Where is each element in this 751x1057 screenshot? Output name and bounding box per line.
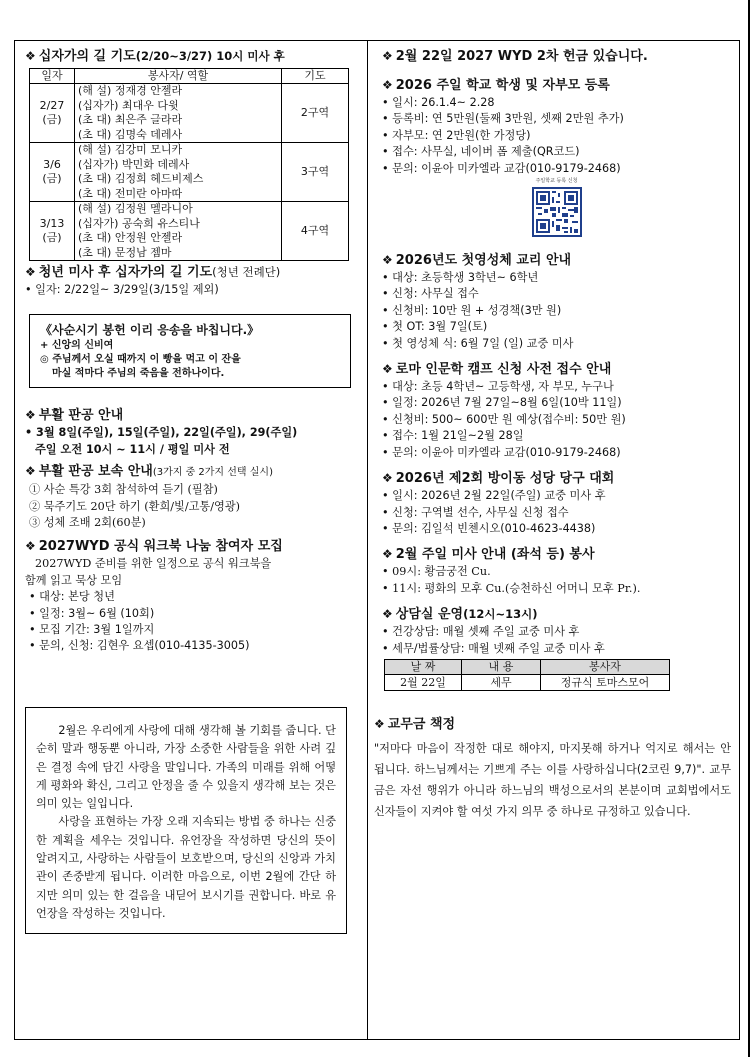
list-item: • 자부모: 연 2만원(한 가정당)	[382, 128, 531, 142]
list-item: • 첫 OT: 3월 7일(토)	[382, 320, 488, 334]
mass-service-section	[382, 545, 731, 597]
row-people-cell	[75, 84, 282, 143]
list-item: • 신청: 사무실 접수	[382, 287, 479, 301]
right-edge-line	[748, 0, 750, 1057]
list-item: • 신청: 구역별 선수, 사무실 신청 접수	[382, 505, 569, 519]
tithe-title-text: 교무금 책정	[387, 716, 456, 732]
essay-paragraph: 사랑을 표현하는 가장 오래 지속되는 방법 중 하나는 신중한 계획을 세우는 것입니다. 유언장을 작성하면 당신의 뜻이 알려지고, 사랑하는 사람들이 보호받으며, 당신의 신앙과 가치관이 존중받게 됩니다. 이러한 마음으로, 이번 2월에 간단 하지만 의미 있는 한 걸음을 내딛어 보시기를 권합니다. 바로 유언장을 작성하는 것입니다.	[36, 815, 336, 920]
billiards-title	[382, 469, 731, 488]
essay-paragraph: 2월은 우리에게 사랑에 대해 생각해 볼 기회를 줍니다. 단순히 말과 행동뿐 아니라, 가장 소중한 사람들을 위한 사려 깊은 결정 속에 담긴 사랑을 말입니다. 가족의 미래를 위해 어떻게 평화와 확신, 그리고 안정을 줄 수 있을지 생각해 보는 것은 의미 있는 일입니다.	[36, 724, 336, 811]
lent-schedule-table	[29, 68, 349, 261]
table-row	[30, 143, 349, 202]
person: (초 대) 김명숙 데레사	[78, 127, 183, 141]
lent-title-text: 십자가의 길 기도	[38, 49, 136, 64]
will-essay-box	[25, 707, 347, 934]
tithe-title	[374, 715, 731, 734]
acclamation-heading: 《사순시기 봉헌 이리 응송을 바칩니다.》	[40, 323, 260, 338]
list-item: • 대상: 초등 4학년~ 고등학생, 자 부모, 누구나	[382, 380, 614, 394]
diamond-cross-icon: ❖	[382, 362, 393, 377]
person: (해 설) 김정원 멜라니아	[78, 202, 193, 215]
list-item: ③ 성체 조배 2회(60분)	[29, 516, 146, 530]
lent-title	[25, 47, 359, 66]
youth-title	[25, 263, 359, 282]
list-item: • 문의: 이윤아 미카엘라 교감(010-9179-2468)	[382, 161, 621, 175]
consult-section	[382, 605, 731, 691]
list-item: • 접수: 1월 21일~2월 28일	[382, 429, 524, 443]
row-date: 2/27	[39, 98, 65, 112]
header-volunteer: 봉사자/ 역할	[75, 69, 282, 84]
mass-service-title	[382, 545, 731, 564]
person: (십자가) 최대우 다윗	[78, 98, 179, 112]
diamond-cross-icon: ❖	[374, 716, 385, 731]
person: (초 대) 안정원 안젤라	[78, 231, 183, 244]
row-people-cell	[75, 202, 282, 261]
mass-service-title-text: 2월 주일 미사 안내 (좌석 등) 봉사	[395, 547, 595, 563]
qr-label: 주일학교 등록 신청	[535, 178, 578, 185]
consult-table	[384, 659, 670, 691]
list-item: • 11시: 평화의 모후 Cu.(승천하신 어머니 모후 Pr.).	[382, 581, 641, 595]
table-row	[30, 202, 349, 261]
collection-title	[382, 47, 731, 66]
billiards-title-text: 2026년 제2회 방이동 성당 당구 대회	[395, 471, 615, 487]
acclamation-line: ◎ 주님께서 오실 때까지 이 빵을 먹고 이 잔을	[40, 354, 241, 366]
cell-date: 2월 22일	[385, 674, 462, 690]
list-item: • 접수: 사무실, 네이버 폼 제출(QR코드)	[382, 145, 580, 159]
row-day: (금)	[42, 231, 62, 244]
wyd-title-text: 2027WYD 공식 워크북 나눔 참여자 모집	[38, 539, 283, 555]
header-prayer: 기도	[282, 69, 349, 84]
list-item: • 첫 영성체 식: 6월 7일 (일) 교중 미사	[382, 336, 574, 350]
row-area: 3구역	[282, 143, 349, 202]
consult-title-sub: (12시~13시)	[463, 607, 538, 622]
rome-camp-title	[382, 360, 731, 379]
list-item: • 일정: 3월~ 6월 (10회)	[29, 606, 155, 620]
diamond-cross-icon: ❖	[382, 547, 393, 562]
person: (해 설) 김강미 모니카	[78, 143, 183, 156]
bulletin-page	[14, 40, 740, 1040]
person: (초 대) 전미란 아마따	[78, 186, 183, 200]
cell-content: 세무	[462, 674, 541, 690]
list-item: ② 묵주기도 20단 하기 (환희/빛/고통/영광)	[29, 499, 240, 513]
supplement-title-sub: (3가지 중 2가지 선택 실시)	[152, 467, 273, 479]
row-date-cell	[30, 202, 75, 261]
consult-title	[382, 605, 731, 624]
list-item: ① 사순 특강 3회 참석하여 듣기 (필참)	[29, 483, 218, 497]
first-communion-section	[382, 251, 731, 352]
easter-section	[25, 406, 359, 458]
wyd-intro: 2027WYD 준비를 위한 일정으로 공식 워크북을	[35, 557, 272, 571]
row-date-cell	[30, 143, 75, 202]
youth-title-text: 청년 미사 후 십자가의 길 기도	[38, 265, 213, 280]
header-content: 내 용	[462, 659, 541, 674]
supplement-title	[25, 462, 359, 482]
list-item: • 대상: 초등학생 3학년~ 6학년	[382, 271, 539, 285]
acclamation-box	[29, 314, 351, 388]
diamond-cross-icon: ❖	[382, 607, 393, 622]
first-communion-title	[382, 251, 731, 270]
diamond-cross-icon: ❖	[25, 265, 36, 279]
header-volunteer: 봉사자	[541, 659, 670, 674]
diamond-cross-icon: ❖	[25, 408, 36, 423]
row-people-cell	[75, 143, 282, 202]
diamond-cross-icon: ❖	[382, 49, 393, 63]
diamond-cross-icon: ❖	[25, 464, 36, 479]
row-date-cell	[30, 84, 75, 143]
supplement-title-text: 부활 판공 보속 안내	[38, 464, 153, 480]
row-day: (금)	[42, 113, 62, 126]
collection-title-text: 2월 22일 2027 WYD 2차 헌금 있습니다.	[395, 49, 648, 64]
list-item: • 일시: 26.1.4~ 2.28	[382, 96, 495, 109]
rome-camp-section	[382, 360, 731, 461]
easter-dates: • 3월 8일(주일), 15일(주일), 22일(주일), 29(주일)	[25, 426, 298, 440]
header-date: 날 짜	[385, 659, 462, 674]
youth-section	[25, 263, 359, 298]
sunday-school-section	[382, 76, 731, 237]
list-item: • 신청비: 500~ 600만 원 예상(접수비: 50만 원)	[382, 412, 626, 426]
person: (십자가) 공숙희 유스티나	[78, 216, 200, 230]
table-row	[385, 674, 670, 690]
lent-title-sub: (2/20~3/27) 10시 미사 후	[135, 49, 285, 63]
billiards-section	[382, 469, 731, 537]
list-item: • 문의: 김일석 빈첸시오(010-4623-4438)	[382, 521, 596, 535]
sunday-school-title-text: 2026 주일 학교 학생 및 자부모 등록	[395, 78, 610, 93]
row-area: 2구역	[282, 84, 349, 143]
list-item: • 건강상담: 매월 셋째 주일 교중 미사 후	[382, 625, 580, 639]
wyd-title	[25, 537, 359, 556]
tithe-text: "저마다 마음이 작정한 대로 해야지, 마지못해 하거나 억지로 해서는 안 됩니다. 하느님께서는 기쁘게 주는 이를 사랑하십니다(2코린 9,7)". 교무금은 자선 행위가 아니라 하느님의 백성으로서의 본분이며 교회법에서도 신자들이 지켜야 할 여섯 가지 의무 중 하나로 규정하고 있습니다.	[374, 741, 731, 818]
tithe-section	[374, 715, 731, 822]
diamond-cross-icon: ❖	[382, 253, 393, 268]
list-item: • 대상: 본당 청년	[29, 590, 115, 604]
row-area: 4구역	[282, 202, 349, 261]
easter-times: 주일 오전 10시 ~ 11시 / 평일 미사 전	[35, 442, 230, 456]
collection-section	[382, 47, 731, 66]
right-column	[368, 41, 739, 1039]
list-item: • 등록비: 연 5만원(둘째 3만원, 셋째 2만원 추가)	[382, 112, 624, 126]
row-date: 3/13	[39, 216, 65, 230]
list-item: • 세무/법률상담: 매월 넷째 주일 교중 미사 후	[382, 641, 605, 655]
person: (십자가) 박민화 데레사	[78, 157, 190, 171]
acclamation-line: 마실 적마다 주님의 죽음을 전하나이다.	[52, 368, 225, 380]
row-day: (금)	[42, 172, 62, 185]
wyd-section	[25, 537, 359, 654]
cell-volunteer: 정규식 토마스모어	[541, 674, 670, 690]
diamond-cross-icon: ❖	[25, 539, 36, 554]
list-item: • 문의, 신청: 김현우 요셉(010-4135-3005)	[29, 639, 250, 653]
lent-section	[25, 47, 359, 261]
qr-code-icon[interactable]	[532, 187, 582, 237]
left-column	[15, 41, 368, 1039]
person: (해 설) 정재경 안젤라	[78, 84, 183, 97]
person: (초 대) 문정남 젬마	[78, 245, 172, 259]
table-row	[30, 84, 349, 143]
header-date: 일자	[30, 69, 75, 84]
first-communion-title-text: 2026년도 첫영성체 교리 안내	[395, 253, 572, 269]
acclamation-line: + 신앙의 신비여	[40, 340, 114, 352]
sunday-school-title	[382, 76, 731, 95]
list-item: • 모집 기간: 3월 1일까지	[29, 623, 155, 637]
list-item: • 신청비: 10만 원 + 성경책(3만 원)	[382, 303, 562, 317]
person: (초 대) 김정희 헤드비제스	[78, 172, 204, 185]
easter-title	[25, 406, 359, 425]
youth-date: • 일자: 2/22일~ 3/29일(3/15일 제외)	[25, 283, 219, 296]
rome-camp-title-text: 로마 인문학 캠프 신청 사전 접수 안내	[395, 362, 612, 378]
list-item: • 일정: 2026년 7월 27일~8월 6일(10박 11일)	[382, 396, 622, 410]
list-item: • 일시: 2026년 2월 22일(주일) 교중 미사 후	[382, 489, 606, 503]
diamond-cross-icon: ❖	[25, 49, 36, 63]
person: (초 대) 최은주 글라라	[78, 113, 183, 126]
easter-title-text: 부활 판공 안내	[38, 408, 124, 424]
list-item: • 09시: 황금궁전 Cu.	[382, 565, 491, 579]
row-date: 3/6	[43, 157, 61, 171]
supplement-section	[25, 462, 359, 531]
youth-title-sub: (청년 전례단)	[212, 265, 281, 279]
diamond-cross-icon: ❖	[382, 78, 393, 92]
list-item: • 문의: 이윤아 미카엘라 교감(010-9179-2468)	[382, 445, 621, 459]
consult-title-text: 상담실 운영	[395, 607, 464, 623]
diamond-cross-icon: ❖	[382, 471, 393, 486]
wyd-intro: 함께 읽고 묵상 모임	[25, 573, 123, 587]
